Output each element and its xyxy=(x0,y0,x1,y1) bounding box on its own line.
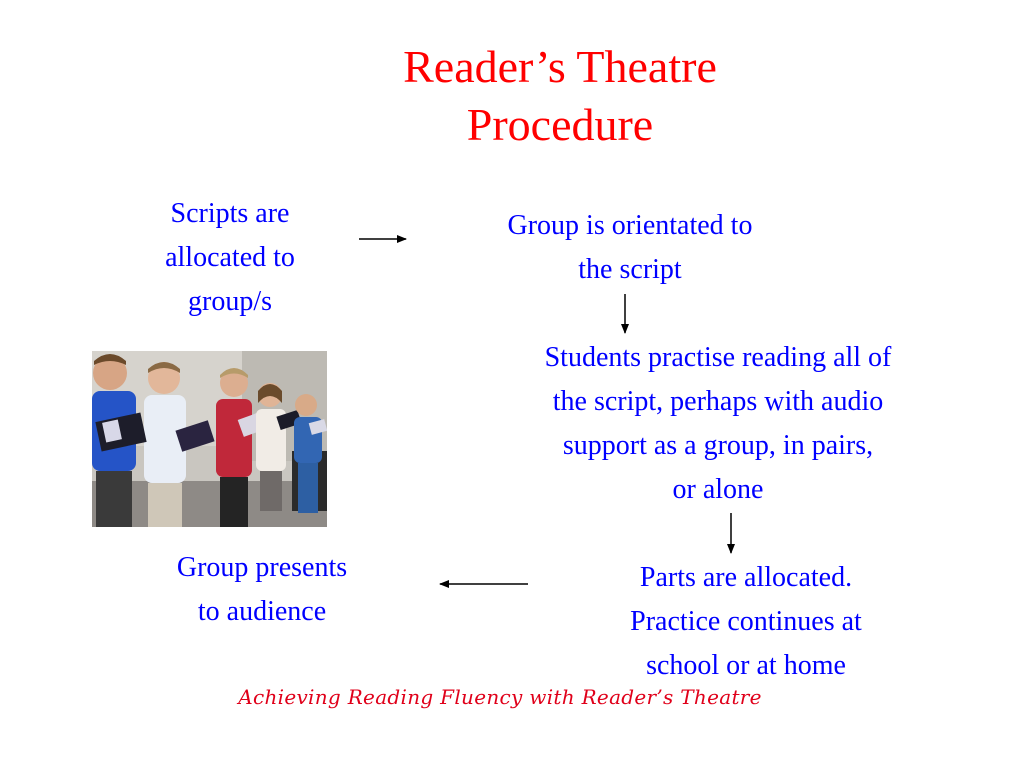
step-text-line: school or at home xyxy=(646,650,846,681)
step-group-presents xyxy=(132,546,392,634)
step-text-line: the script, perhaps with audio xyxy=(552,386,884,417)
step-text-line: to audience xyxy=(197,596,327,627)
step-students-practise xyxy=(468,336,968,512)
title-line-2: Procedure xyxy=(466,99,654,150)
step-text-line: group/s xyxy=(188,286,272,317)
students-reading-photo xyxy=(92,351,327,527)
step-text-line: the script xyxy=(578,254,682,285)
step-text-line: Scripts are xyxy=(170,198,290,229)
step-text-line: or alone xyxy=(672,474,764,505)
step-text-line: Group presents xyxy=(176,552,348,583)
step-text-line: support as a group, in pairs, xyxy=(562,430,874,461)
step-text-line: Parts are allocated. xyxy=(639,562,853,593)
slide-footer: Achieving Reading Fluency with Reader’s Theatre xyxy=(238,685,762,709)
step-text-line: Practice continues at xyxy=(630,606,862,637)
step-scripts-allocated xyxy=(110,192,350,324)
step-parts-allocated xyxy=(560,556,932,688)
step-text-line: Students practise reading all of xyxy=(544,342,892,373)
step-group-orientated xyxy=(445,204,815,292)
slide-title xyxy=(300,38,820,154)
title-line-1: Reader’s Theatre xyxy=(403,41,717,92)
step-text-line: Group is orientated to xyxy=(507,210,753,241)
step-text-line: allocated to xyxy=(165,242,295,273)
